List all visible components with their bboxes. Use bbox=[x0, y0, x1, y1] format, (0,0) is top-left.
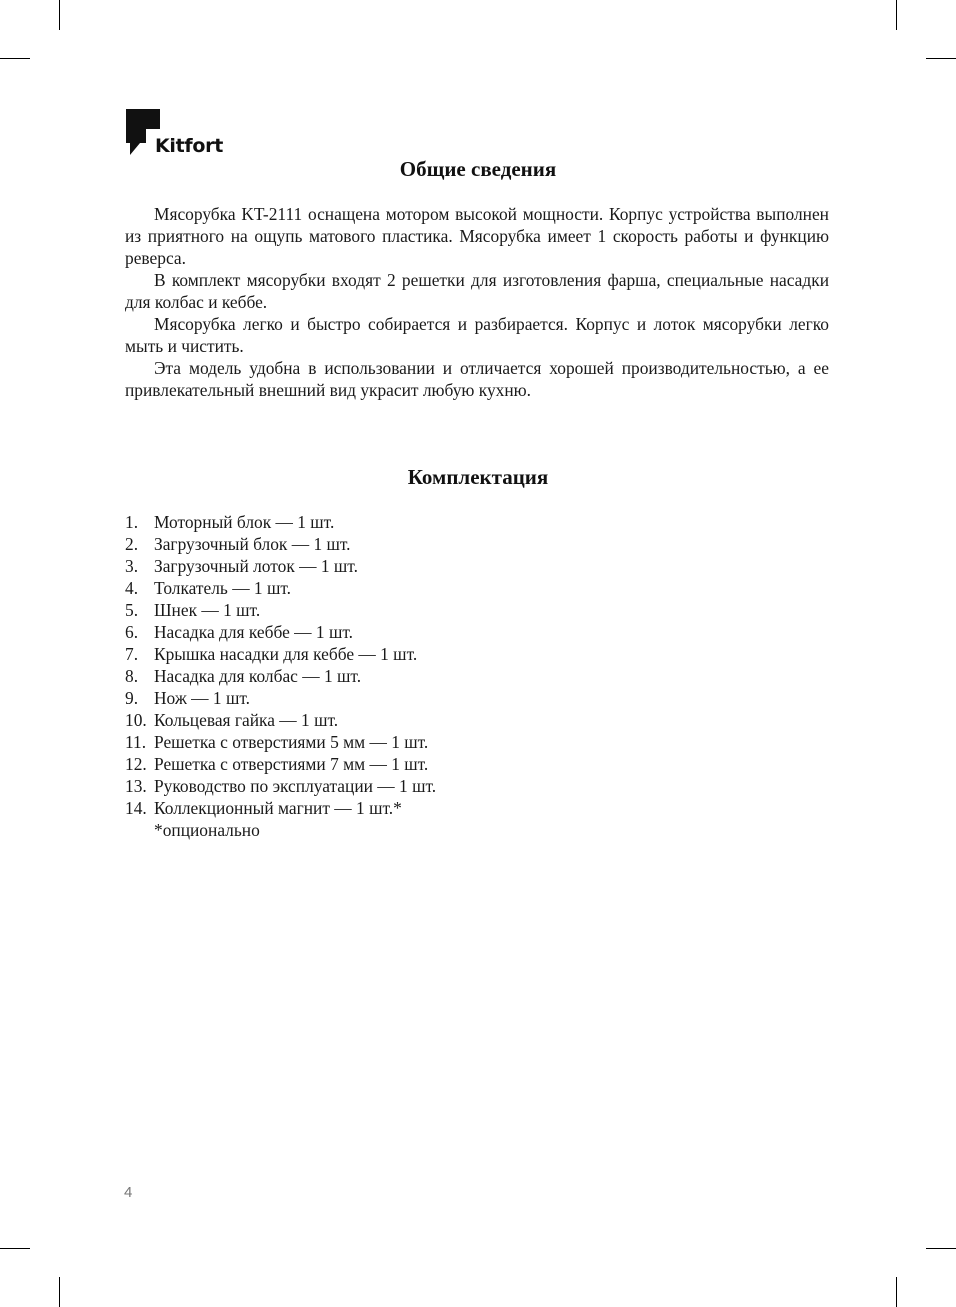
brand-name: Kitfort bbox=[155, 135, 223, 157]
list-item bbox=[125, 621, 436, 643]
crop-mark bbox=[926, 58, 956, 59]
item-number: 4. bbox=[125, 578, 139, 598]
list-item bbox=[125, 753, 436, 775]
item-text: Решетка с отверстиями 7 мм — 1 шт. bbox=[154, 754, 429, 774]
item-number: 10. bbox=[125, 710, 147, 730]
item-text: Загрузочный блок — 1 шт. bbox=[154, 534, 351, 554]
item-text: Нож — 1 шт. bbox=[154, 688, 250, 708]
list-item bbox=[125, 709, 436, 731]
item-text: Коллекционный магнит — 1 шт.* bbox=[154, 798, 402, 818]
paragraph: Мясорубка легко и быстро собирается и разбирается. Корпус и лоток мясорубки легко мыть и чистить. bbox=[125, 314, 829, 356]
paragraph: Мясорубка KT-2111 оснащена мотором высокой мощности. Корпус устройства выполнен из приятного на ощупь матового пластика. Мясорубка имеет 1 скорость работы и функцию реверса. bbox=[125, 204, 829, 268]
general-text bbox=[125, 203, 829, 401]
crop-mark bbox=[926, 1248, 956, 1249]
list-item bbox=[125, 599, 436, 621]
item-number: 3. bbox=[125, 556, 139, 576]
list-item bbox=[125, 731, 436, 753]
crop-mark bbox=[896, 1277, 897, 1307]
item-text: Кольцевая гайка — 1 шт. bbox=[154, 710, 339, 730]
paragraph: Эта модель удобна в использовании и отличается хорошей производительностью, а ее привлекательный внешний вид украсит любую кухню. bbox=[125, 358, 829, 400]
item-text: Крышка насадки для кеббе — 1 шт. bbox=[154, 644, 418, 664]
item-text: Насадка для колбас — 1 шт. bbox=[154, 666, 362, 686]
item-number: 12. bbox=[125, 754, 147, 774]
item-number: 8. bbox=[125, 666, 139, 686]
item-number: 7. bbox=[125, 644, 139, 664]
list-item bbox=[125, 643, 436, 665]
page-number: 4 bbox=[124, 1184, 133, 1201]
footnote: *опционально bbox=[154, 820, 260, 840]
list-item bbox=[125, 775, 436, 797]
item-text: Насадка для кеббе — 1 шт. bbox=[154, 622, 353, 642]
item-text: Толкатель — 1 шт. bbox=[154, 578, 292, 598]
crop-mark bbox=[0, 1248, 30, 1249]
crop-mark bbox=[59, 1277, 60, 1307]
section-title-kit: Комплектация bbox=[407, 465, 549, 489]
crop-mark bbox=[0, 58, 30, 59]
item-number: 6. bbox=[125, 622, 139, 642]
item-number: 2. bbox=[125, 534, 139, 554]
brand-logo bbox=[126, 109, 236, 159]
crop-mark bbox=[59, 0, 60, 30]
item-number: 1. bbox=[125, 512, 139, 532]
item-text: Моторный блок — 1 шт. bbox=[154, 512, 335, 532]
crop-mark bbox=[896, 0, 897, 30]
item-number: 5. bbox=[125, 600, 139, 620]
list-item bbox=[125, 797, 436, 819]
section-title-general: Общие сведения bbox=[399, 157, 557, 181]
list-item bbox=[125, 511, 436, 533]
list-item bbox=[125, 687, 436, 709]
item-number: 13. bbox=[125, 776, 147, 796]
item-text: Загрузочный лоток — 1 шт. bbox=[154, 556, 358, 576]
item-number: 9. bbox=[125, 688, 139, 708]
kit-list bbox=[125, 511, 436, 819]
list-item bbox=[125, 533, 436, 555]
list-item bbox=[125, 555, 436, 577]
item-number: 11. bbox=[125, 732, 147, 752]
paragraph: В комплект мясорубки входят 2 решетки для изготовления фарша, специальные насадки для колбас и кеббе. bbox=[125, 270, 829, 312]
item-number: 14. bbox=[125, 798, 147, 818]
item-text: Решетка с отверстиями 5 мм — 1 шт. bbox=[154, 732, 429, 752]
item-text: Руководство по эксплуатации — 1 шт. bbox=[154, 776, 437, 796]
item-text: Шнек — 1 шт. bbox=[154, 600, 261, 620]
list-item bbox=[125, 577, 436, 599]
list-item bbox=[125, 665, 436, 687]
